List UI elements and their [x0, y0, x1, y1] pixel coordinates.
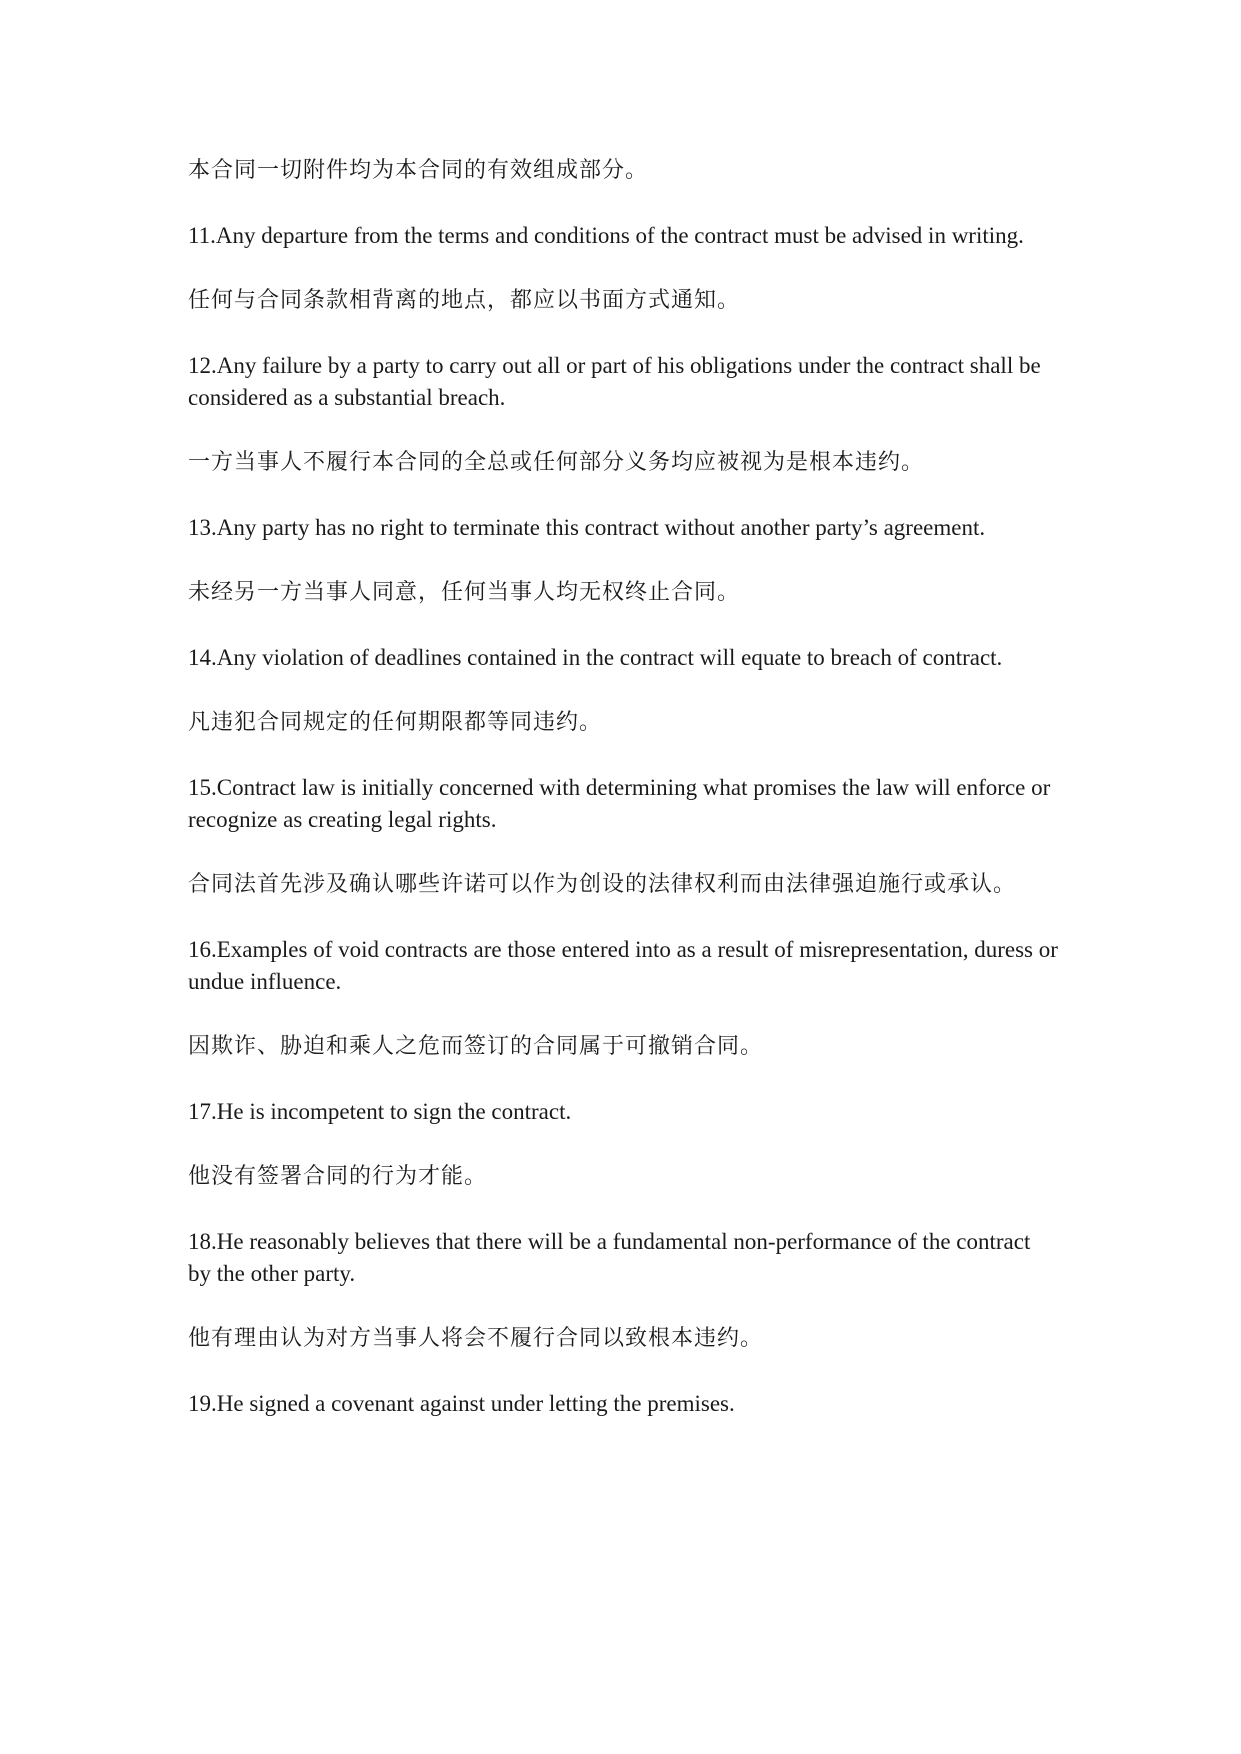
paragraph-zh: 他有理由认为对方当事人将会不履行合同以致根本违约。 — [188, 1326, 764, 1351]
paragraph-zh: 凡违犯合同规定的任何期限都等同违约。 — [188, 710, 603, 735]
paragraph-en-18: 18.He reasonably believes that there will be a fundamental non-performance of the contract by the other party. — [188, 1229, 1031, 1286]
paragraph-zh: 他没有签署合同的行为才能。 — [188, 1164, 488, 1189]
document-body — [188, 155, 1058, 1453]
paragraph-zh: 一方当事人不履行本合同的全总或任何部分义务均应被视为是根本违约。 — [188, 450, 925, 475]
paragraph-en-14: 14.Any violation of deadlines contained in the contract will equate to breach of contract. — [188, 645, 1003, 670]
paragraph-zh: 任何与合同条款相背离的地点，都应以书面方式通知。 — [188, 288, 741, 313]
paragraph-zh: 未经另一方当事人同意，任何当事人均无权终止合同。 — [188, 580, 741, 605]
paragraph-en-17: 17.He is incompetent to sign the contract. — [188, 1099, 572, 1124]
paragraph-en-12: 12.Any failure by a party to carry out all or part of his obligations under the contract shall be considered as a substantial breach. — [188, 353, 1041, 410]
paragraph-zh: 因欺诈、胁迫和乘人之危而签订的合同属于可撤销合同。 — [188, 1034, 764, 1059]
paragraph-en-13: 13.Any party has no right to terminate this contract without another party’s agreement. — [188, 515, 986, 540]
paragraph-en-11: 11.Any departure from the terms and conditions of the contract must be advised in writing. — [188, 223, 1024, 248]
paragraph-en-16: 16.Examples of void contracts are those entered into as a result of misrepresentation, duress or undue influence. — [188, 937, 1058, 994]
paragraph-zh: 本合同一切附件均为本合同的有效组成部分。 — [188, 158, 649, 183]
paragraph-en-15: 15.Contract law is initially concerned with determining what promises the law will enforce or recognize as creating legal rights. — [188, 775, 1051, 832]
paragraph-en-19: 19.He signed a covenant against under letting the premises. — [188, 1391, 735, 1416]
paragraph-zh: 合同法首先涉及确认哪些许诺可以作为创设的法律权利而由法律强迫施行或承认。 — [188, 872, 1017, 897]
